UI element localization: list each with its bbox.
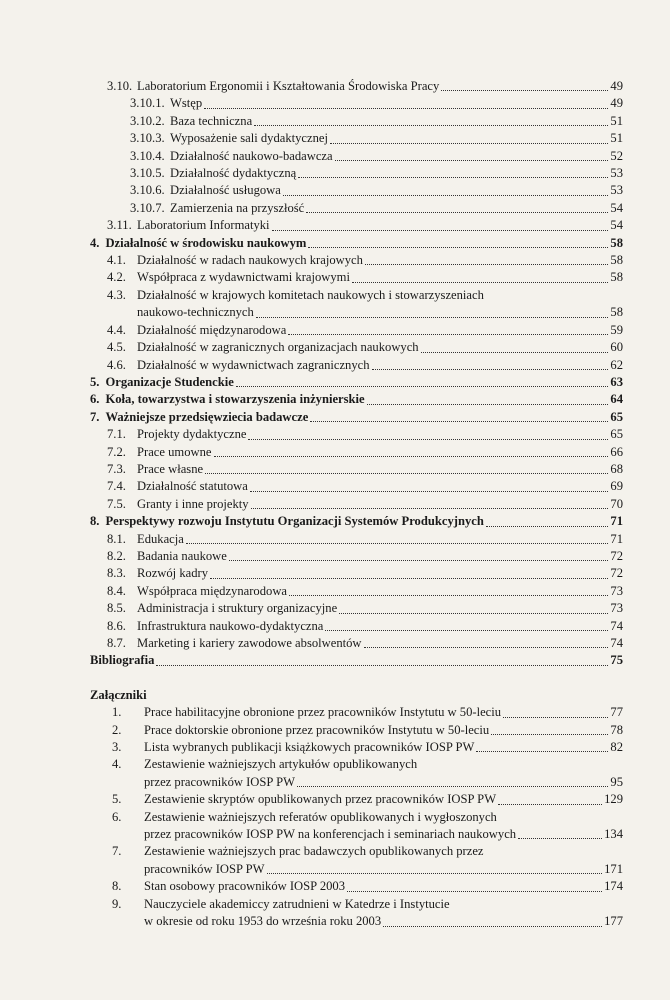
entry-title: Rozwój kadry bbox=[137, 566, 208, 581]
entry-number: 7.4. bbox=[107, 479, 126, 494]
entry-number: 8.5. bbox=[107, 601, 126, 616]
dot-leader bbox=[365, 264, 609, 265]
entry-page: 53 bbox=[610, 183, 623, 198]
entry-number: 5. bbox=[112, 792, 122, 807]
entry-title: Wyposażenie sali dydaktycznej bbox=[170, 131, 328, 146]
toc-entry bbox=[90, 165, 623, 182]
entry-page: 58 bbox=[610, 253, 623, 268]
dot-leader bbox=[251, 508, 609, 509]
dot-leader bbox=[267, 873, 603, 874]
entry-page: 58 bbox=[610, 305, 623, 320]
section-gap bbox=[90, 670, 623, 687]
entry-number: 8.3. bbox=[107, 566, 126, 581]
dot-leader bbox=[347, 891, 602, 892]
dot-leader bbox=[256, 317, 609, 318]
entry-page: 65 bbox=[610, 409, 623, 424]
entry-page: 52 bbox=[610, 148, 623, 163]
toc-entry bbox=[90, 843, 623, 860]
toc-entry bbox=[90, 513, 623, 530]
entry-page: 60 bbox=[610, 340, 623, 355]
entry-title: Działalność w środowisku naukowym bbox=[105, 235, 307, 250]
dot-leader bbox=[441, 90, 608, 91]
toc-entry bbox=[90, 287, 623, 304]
toc-entry bbox=[90, 618, 623, 635]
entry-number: 5. bbox=[90, 374, 100, 389]
entry-title-continued: przez pracowników IOSP PW na konferencjach i seminariach naukowych bbox=[144, 827, 517, 842]
dot-leader bbox=[205, 473, 608, 474]
entry-title-continued: pracowników IOSP PW bbox=[144, 861, 265, 876]
entry-page: 49 bbox=[610, 96, 623, 111]
entry-title: Nauczyciele akademiccy zatrudnieni w Katedrze i Instytucie bbox=[144, 896, 450, 911]
entry-page: 74 bbox=[610, 636, 623, 650]
entry-page: 54 bbox=[610, 218, 623, 233]
entry-number: 3.10.2. bbox=[130, 113, 165, 128]
entry-page: 73 bbox=[610, 583, 623, 598]
entry-title: Współpraca międzynarodowa bbox=[137, 583, 288, 598]
entry-title: Perspektywy rozwoju Instytutu Organizacji Systemów Produkcyjnych bbox=[105, 514, 484, 529]
entry-page: 72 bbox=[610, 566, 623, 581]
entry-title: Koła, towarzystwa i stowarzyszenia inżynierskie bbox=[105, 392, 365, 407]
toc-entry bbox=[90, 148, 623, 165]
entry-title: Zestawienie ważniejszych prac badawczych opublikowanych przez bbox=[144, 844, 484, 859]
toc-entry bbox=[90, 374, 623, 391]
toc-entry bbox=[90, 496, 623, 513]
entry-title-continued: w okresie od roku 1953 do września roku 2003 bbox=[144, 914, 382, 929]
toc-entry bbox=[90, 235, 623, 252]
entry-number: 7.1. bbox=[107, 427, 126, 442]
toc-entry bbox=[90, 896, 623, 913]
appendix-list bbox=[90, 704, 623, 930]
entry-title: Stan osobowy pracowników IOSP 2003 bbox=[144, 879, 346, 894]
dot-leader bbox=[372, 369, 609, 370]
entry-page: 58 bbox=[610, 235, 623, 250]
entry-title: Współpraca z wydawnictwami krajowymi bbox=[137, 270, 350, 285]
dot-leader bbox=[491, 734, 608, 735]
dot-leader bbox=[352, 282, 608, 283]
dot-leader bbox=[476, 751, 608, 752]
dot-leader bbox=[229, 560, 609, 561]
entry-title: Działalność w zagranicznych organizacjach naukowych bbox=[137, 340, 419, 355]
entry-title: Organizacje Studenckie bbox=[105, 374, 234, 389]
dot-leader bbox=[250, 491, 609, 492]
entry-page: 66 bbox=[610, 444, 623, 459]
dot-leader bbox=[310, 421, 608, 422]
toc-entry bbox=[90, 444, 623, 461]
entry-number: 7. bbox=[90, 409, 100, 424]
entry-page: 54 bbox=[610, 200, 623, 215]
dot-leader bbox=[272, 230, 609, 231]
entry-page: 53 bbox=[610, 166, 623, 181]
toc-entry bbox=[90, 878, 623, 895]
entry-title: Edukacja bbox=[137, 531, 184, 546]
entry-page: 78 bbox=[610, 722, 623, 737]
toc-entry bbox=[90, 461, 623, 478]
toc-entry bbox=[90, 78, 623, 95]
entry-title: Projekty dydaktyczne bbox=[137, 427, 247, 442]
entry-page: 71 bbox=[610, 514, 623, 529]
toc-entry bbox=[90, 339, 623, 356]
dot-leader bbox=[248, 439, 608, 440]
entry-number: 4.1. bbox=[107, 253, 126, 268]
entry-number: 4. bbox=[90, 235, 100, 250]
entry-number: 7.2. bbox=[107, 444, 126, 459]
dot-leader bbox=[214, 456, 609, 457]
entry-title: Prace doktorskie obronione przez pracowników Instytutu w 50-leciu bbox=[144, 722, 490, 737]
appendix-heading: Załączniki bbox=[90, 687, 147, 702]
entry-number: 3. bbox=[112, 740, 122, 755]
entry-page: 73 bbox=[610, 601, 623, 616]
dot-leader bbox=[306, 212, 608, 213]
toc-entry bbox=[90, 600, 623, 617]
entry-page: 129 bbox=[604, 792, 623, 807]
entry-number: 3.10.3. bbox=[130, 131, 165, 146]
dot-leader bbox=[298, 177, 608, 178]
toc-entry bbox=[90, 252, 623, 269]
toc-entry bbox=[90, 583, 623, 600]
entry-page: 74 bbox=[610, 618, 623, 633]
toc-entry bbox=[90, 565, 623, 582]
entry-page: 51 bbox=[610, 113, 623, 128]
dot-leader bbox=[498, 804, 602, 805]
entry-number: 3.10.7. bbox=[130, 200, 165, 215]
toc-entry-continuation bbox=[90, 304, 623, 321]
dot-leader bbox=[210, 578, 608, 579]
entry-title: Działalność w radach naukowych krajowych bbox=[137, 253, 363, 268]
toc-entry bbox=[90, 756, 623, 773]
dot-leader bbox=[421, 352, 609, 353]
toc-entry bbox=[90, 95, 623, 112]
toc-entry bbox=[90, 113, 623, 130]
dot-leader bbox=[518, 838, 602, 839]
dot-leader bbox=[289, 595, 608, 596]
toc-entry bbox=[90, 217, 623, 234]
entry-number: 7.3. bbox=[107, 461, 126, 476]
entry-number: 3.11. bbox=[107, 218, 132, 233]
dot-leader bbox=[335, 160, 609, 161]
entry-page: 174 bbox=[604, 879, 623, 894]
entry-number: 3.10.1. bbox=[130, 96, 165, 111]
entry-title: Wstęp bbox=[170, 96, 203, 111]
entry-page: 77 bbox=[610, 705, 623, 720]
entry-number: 6. bbox=[90, 392, 100, 407]
dot-leader bbox=[364, 647, 609, 648]
entry-title: Prace własne bbox=[137, 461, 204, 476]
entry-number: 2. bbox=[112, 722, 122, 737]
entry-number: 8. bbox=[90, 514, 100, 529]
entry-title: Działalność usługowa bbox=[170, 183, 281, 198]
dot-leader bbox=[339, 613, 608, 614]
entry-page: 171 bbox=[604, 861, 623, 876]
toc-entry bbox=[90, 791, 623, 808]
entry-page: 62 bbox=[610, 357, 623, 372]
entry-page: 65 bbox=[610, 427, 623, 442]
entry-title: Zestawienie skryptów opublikowanych przez pracowników IOSP PW bbox=[144, 792, 497, 807]
entry-number: 8.7. bbox=[107, 636, 126, 650]
entry-number: 8.1. bbox=[107, 531, 126, 546]
dot-leader bbox=[186, 543, 609, 544]
entry-title: Badania naukowe bbox=[137, 548, 227, 563]
entry-title: Granty i inne projekty bbox=[137, 496, 249, 511]
entry-page: 177 bbox=[604, 914, 623, 929]
dot-leader bbox=[325, 630, 608, 631]
toc-list bbox=[90, 78, 623, 670]
dot-leader bbox=[236, 386, 609, 387]
toc-entry bbox=[90, 739, 623, 756]
entry-title: Działalność naukowo-badawcza bbox=[170, 148, 333, 163]
entry-title: Zamierzenia na przyszłość bbox=[170, 200, 305, 215]
dot-leader bbox=[330, 143, 608, 144]
toc-entry bbox=[90, 322, 623, 339]
entry-number: 4. bbox=[112, 757, 122, 772]
toc-entry bbox=[90, 357, 623, 374]
dot-leader bbox=[308, 247, 608, 248]
dot-leader bbox=[283, 195, 609, 196]
dot-leader bbox=[254, 125, 608, 126]
entry-title: Laboratorium Ergonomii i Kształtowania Środowiska Pracy bbox=[137, 79, 440, 93]
entry-title: Lista wybranych publikacji książkowych pracowników IOSP PW bbox=[144, 740, 475, 755]
entry-title: Zestawienie ważniejszych referatów opublikowanych i wygłoszonych bbox=[144, 809, 497, 824]
entry-page: 68 bbox=[610, 461, 623, 476]
dot-leader bbox=[297, 786, 608, 787]
entry-title: Zestawienie ważniejszych artykułów opublikowanych bbox=[144, 757, 418, 772]
entry-number: 4.3. bbox=[107, 287, 126, 302]
toc-entry bbox=[90, 426, 623, 443]
entry-page: 75 bbox=[610, 653, 623, 668]
toc-entry bbox=[90, 531, 623, 548]
toc-entry bbox=[90, 722, 623, 739]
entry-title: Działalność dydaktyczną bbox=[170, 166, 297, 181]
entry-page: 134 bbox=[604, 827, 623, 842]
toc-entry bbox=[90, 635, 623, 652]
dot-leader bbox=[383, 926, 602, 927]
dot-leader bbox=[367, 404, 609, 405]
entry-page: 69 bbox=[610, 479, 623, 494]
entry-number: 9. bbox=[112, 896, 122, 911]
entry-title: Laboratorium Informatyki bbox=[137, 218, 270, 233]
entry-number: 7. bbox=[112, 844, 122, 859]
entry-number: 8.4. bbox=[107, 583, 126, 598]
entry-page: 70 bbox=[610, 496, 623, 511]
entry-page: 72 bbox=[610, 548, 623, 563]
entry-page: 59 bbox=[610, 322, 623, 337]
toc-entry bbox=[90, 809, 623, 826]
entry-title: Bibliografia bbox=[90, 653, 155, 668]
entry-page: 51 bbox=[610, 131, 623, 146]
entry-number: 1. bbox=[112, 705, 122, 720]
entry-number: 3.10. bbox=[107, 79, 133, 93]
toc-entry-continuation bbox=[90, 861, 623, 878]
entry-number: 3.10.6. bbox=[130, 183, 165, 198]
toc-entry bbox=[90, 652, 623, 669]
entry-title: Działalność w krajowych komitetach naukowych i stowarzyszeniach bbox=[137, 287, 484, 302]
entry-title: Ważniejsze przedsięwziecia badawcze bbox=[105, 409, 309, 424]
toc-entry bbox=[90, 130, 623, 147]
entry-number: 7.5. bbox=[107, 496, 126, 511]
entry-title: Działalność statutowa bbox=[137, 479, 248, 494]
dot-leader bbox=[486, 526, 609, 527]
entry-page: 58 bbox=[610, 270, 623, 285]
entry-title: Administracja i struktury organizacyjne bbox=[137, 601, 338, 616]
entry-number: 6. bbox=[112, 809, 122, 824]
toc-entry bbox=[90, 478, 623, 495]
entry-title-continued: przez pracowników IOSP PW bbox=[144, 774, 295, 789]
toc-entry-continuation bbox=[90, 826, 623, 843]
entry-title: Baza techniczna bbox=[170, 113, 253, 128]
entry-title: Działalność w wydawnictwach zagranicznych bbox=[137, 357, 370, 372]
entry-page: 64 bbox=[610, 392, 623, 407]
entry-number: 4.4. bbox=[107, 322, 126, 337]
entry-title: Marketing i kariery zawodowe absolwentów bbox=[137, 636, 362, 650]
toc-entry bbox=[90, 391, 623, 408]
entry-page: 71 bbox=[610, 531, 623, 546]
entry-number: 4.5. bbox=[107, 340, 126, 355]
entry-title: Infrastruktura naukowo-dydaktyczna bbox=[137, 618, 324, 633]
entry-number: 3.10.4. bbox=[130, 148, 165, 163]
entry-title: Działalność międzynarodowa bbox=[137, 322, 287, 337]
entry-page: 95 bbox=[610, 774, 623, 789]
entry-page: 82 bbox=[610, 740, 623, 755]
entry-number: 4.2. bbox=[107, 270, 126, 285]
toc-entry bbox=[90, 548, 623, 565]
entry-number: 8.2. bbox=[107, 548, 126, 563]
toc-entry bbox=[90, 182, 623, 199]
entry-page: 63 bbox=[610, 374, 623, 389]
entry-page: 49 bbox=[610, 79, 623, 93]
entry-title: Prace umowne bbox=[137, 444, 212, 459]
entry-title-continued: naukowo-technicznych bbox=[137, 305, 254, 320]
entry-number: 8. bbox=[112, 879, 122, 894]
toc-entry-continuation bbox=[90, 913, 623, 930]
toc-entry-continuation bbox=[90, 774, 623, 791]
dot-leader bbox=[288, 334, 608, 335]
table-of-contents bbox=[90, 78, 623, 931]
dot-leader bbox=[156, 665, 608, 666]
dot-leader bbox=[503, 717, 608, 718]
entry-number: 4.6. bbox=[107, 357, 126, 372]
toc-entry bbox=[90, 409, 623, 426]
entry-number: 8.6. bbox=[107, 618, 126, 633]
entry-title: Prace habilitacyjne obronione przez pracowników Instytutu w 50-leciu bbox=[144, 705, 502, 720]
toc-entry bbox=[90, 269, 623, 286]
entry-number: 3.10.5. bbox=[130, 166, 165, 181]
toc-entry bbox=[90, 704, 623, 721]
toc-entry bbox=[90, 200, 623, 217]
dot-leader bbox=[204, 108, 608, 109]
